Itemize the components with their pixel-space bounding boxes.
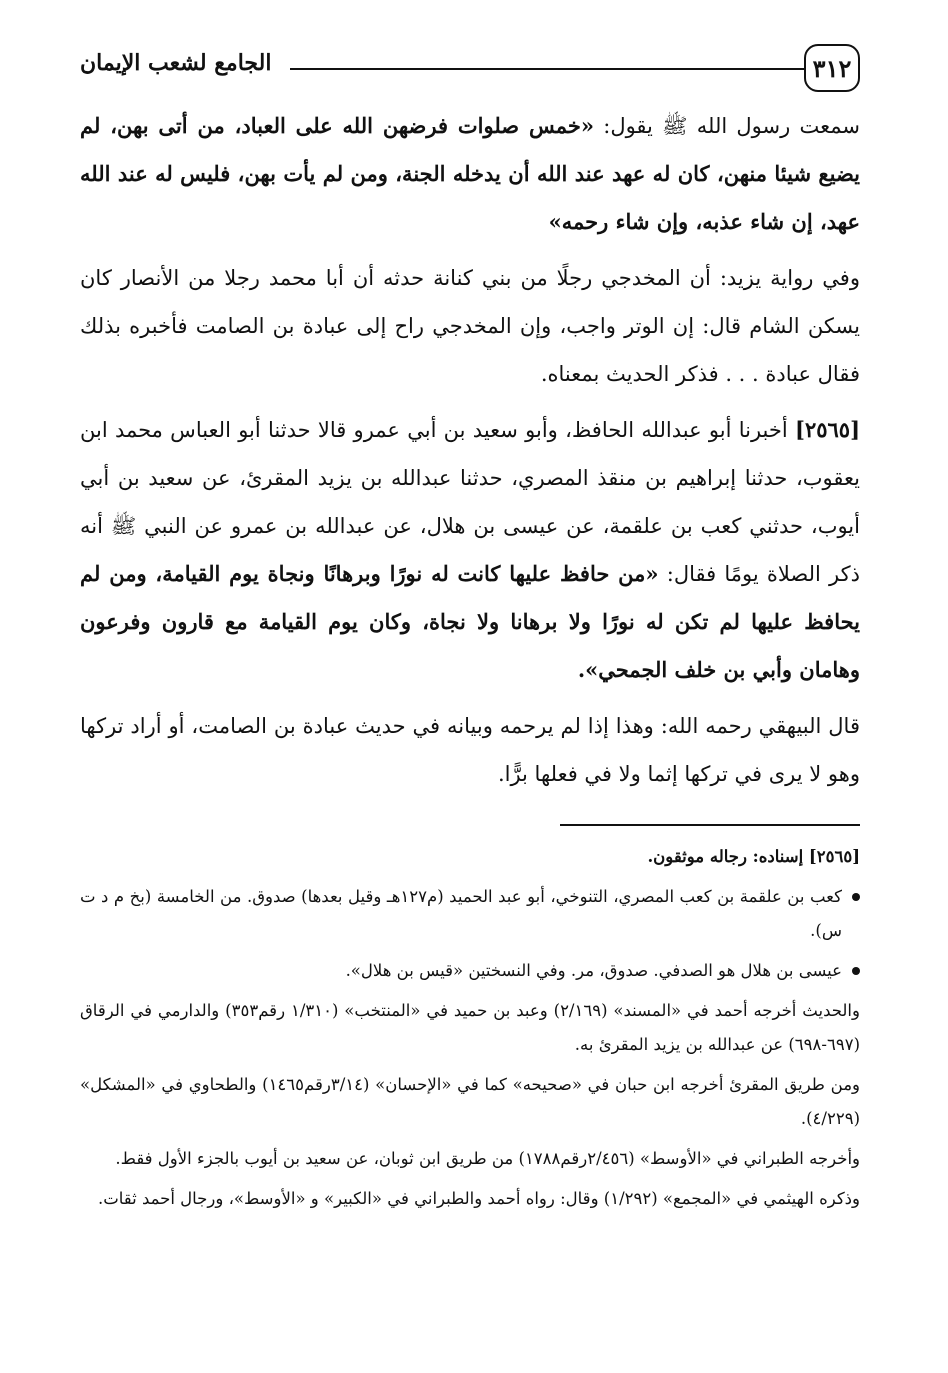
isnad-text: أخبرنا أبو عبدالله الحافظ، وأبو سعيد بن أبي عمرو قالا حدثنا أبو العباس محمد ابن يعقوب، حدثنا إبراهيم بن منقذ المصري، حدثنا عبدالله بن يزيد المقرئ، عن سعيد بن أبي أيوب، حدثني كعب بن علقمة، عن عيسى بن هلال، عن عبدالله بن عمرو عن النبي ﷺ أنه ذكر الصلاة يومًا فقال: (80, 418, 860, 586)
paragraph-1 (80, 102, 860, 246)
footnote-bullet-2-text: عيسى بن هلال هو الصدفي. صدوق، مر. وفي النسختين «قيس بن هلال». (345, 961, 842, 980)
hadith-number: [٢٥٦٥] (795, 417, 860, 442)
hadith-quote-1: «خمس صلوات فرضهن الله على العباد، من أتى بهن، لم يضيع شيئا منهن، كان له عهد عند الله أن يدخله الجنة، ومن لم يأت بهن، فليس له عند الله عهد، إن شاء عذبه، وإن شاء رحمه» (80, 113, 860, 234)
header-rule (290, 68, 804, 70)
paragraph-4: قال البيهقي رحمه الله: وهذا إذا لم يرحمه وبيانه في حديث عبادة بن الصامت، أو أراد تركها وهو لا يرى في تركها إثما ولا في فعلها برًّا. (80, 714, 860, 786)
footnote-bullet-2 (80, 954, 860, 988)
page-header (80, 40, 860, 102)
footnote-note-1: والحديث أخرجه أحمد في «المسند» (٢/١٦٩) وعبد بن حميد في «المنتخب» (١/٣١٠ رقم٣٥٣) والدارمي في الرقاق (٦٩٧-٦٩٨) عن عبدالله بن يزيد المقرئ به. (80, 1001, 860, 1054)
footnote-divider (560, 824, 860, 826)
footnote-note-2: ومن طريق المقرئ أخرجه ابن حبان في «صحيحه» كما في «الإحسان» (٣/١٤رقم١٤٦٥) والطحاوي في «المشكل» (٤/٢٢٩). (80, 1075, 861, 1128)
footnote-note-3: وأخرجه الطبراني في «الأوسط» (٢/٤٥٦رقم١٧٨٨) من طريق ابن ثوبان، عن سعيد بن أيوب بالجزء الأول فقط. (115, 1149, 860, 1168)
footnote-bullet-1 (80, 880, 860, 948)
footnote-note-4: وذكره الهيثمي في «المجمع» (١/٢٩٢) وقال: رواه أحمد والطبراني في «الكبير» و «الأوسط»، ورجال أحمد ثقات. (97, 1189, 860, 1208)
book-page (80, 40, 860, 1222)
paragraph-3 (80, 406, 860, 694)
bullet-icon (852, 967, 860, 975)
hadith-quote-2: «من حافظ عليها كانت له نورًا وبرهانًا ونجاة يوم القيامة، ومن لم يحافظ عليها لم تكن له نورًا ولا برهانا ولا نجاة، وكان يوم القيامة مع قارون وفرعون وهامان وأبي بن خلف الجمحي». (80, 561, 860, 682)
bullet-icon (852, 893, 860, 901)
footnotes (80, 840, 860, 1216)
paragraph-1-intro: سمعت رسول الله ﷺ يقول: (594, 114, 860, 138)
paragraph-2: وفي رواية يزيد: أن المخدجي رجلًا من بني كنانة حدثه أن أبا محمد رجلا من الأنصار كان يسكن الشام قال: إن الوتر واجب، وإن المخدجي راح إلى عبادة بن الصامت فأخبره بذلك فقال عبادة . . . فذكر الحديث بمعناه. (80, 266, 860, 386)
main-text (80, 102, 860, 798)
book-title: الجامع لشعب الإيمان (80, 50, 272, 76)
footnote-head: [٢٥٦٥] إسناده: رجاله موثقون. (647, 847, 860, 866)
footnote-bullet-1-text: كعب بن علقمة بن كعب المصري، التنوخي، أبو عبد الحميد (م١٢٧هـ وقيل بعدها) صدوق. من الخامسة (بخ م د ت س). (80, 887, 842, 940)
page-number: ٣١٢ (804, 44, 860, 92)
